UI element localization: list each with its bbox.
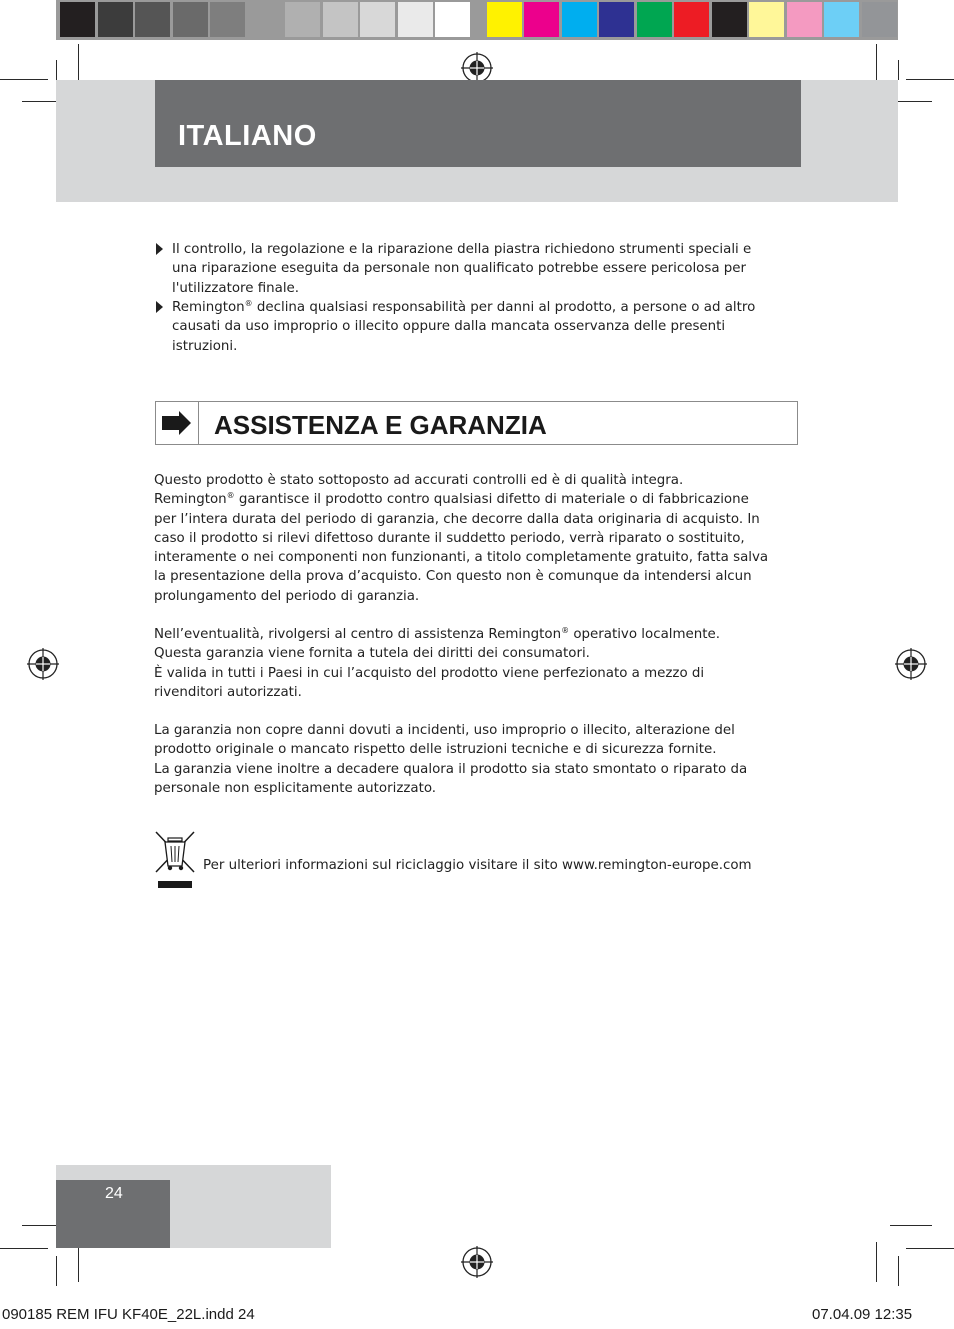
color-swatch — [210, 2, 245, 37]
bullet-triangle-icon — [156, 243, 163, 255]
list-item: Il controllo, la regolazione e la riparazione della piastra richiedono strumenti speciali e una riparazione eseguita da personale non qualificato potrebbe essere pericolosa per l'utilizzatore finale. — [172, 242, 752, 296]
color-swatch — [248, 2, 283, 37]
color-swatch — [285, 2, 320, 37]
page-number: 24 — [105, 1185, 123, 1202]
color-swatch — [173, 2, 208, 37]
paragraph-service: Nell’eventualità, rivolgersi al centro di assistenza Remington® operativo localmente. Questa garanzia viene fornita a tutela dei diritti dei consumatori. È valida in tutti i Paesi in cui l’acquisto del prodotto viene perfezionato a mezzo di rivenditori autorizzati. — [154, 626, 721, 700]
arrow-right-icon — [155, 401, 199, 445]
registration-mark-bottom-icon — [461, 1246, 493, 1278]
section-icon-box — [155, 401, 199, 445]
date-time-slug: 07.04.09 12:35 — [812, 1306, 913, 1323]
paragraph-exclusions: La garanzia non copre danni dovuti a incidenti, uso improprio o illecito, alterazione del prodotto originale o mancato rispetto delle istruzioni tecniche e di sicurezza fornite. La garanzia viene inoltre a decadere qualora il prodotto sia stato smontato o riparato da personale non esplicitamente autorizzato. — [154, 723, 748, 796]
page-title: ITALIANO — [178, 120, 317, 152]
file-slug: 090185 REM IFU KF40E_22L.indd 24 — [2, 1306, 255, 1323]
color-swatch — [749, 2, 784, 37]
color-swatch — [637, 2, 672, 37]
color-swatch — [487, 2, 522, 37]
color-calibration-bar — [56, 0, 898, 40]
color-swatch — [323, 2, 358, 37]
registration-mark-left-icon — [27, 648, 59, 680]
weee-bin-icon — [154, 830, 196, 890]
paragraph-warranty: Questo prodotto è stato sottoposto ad accurati controlli ed è di qualità integra. Remington® garantisce il prodotto contro qualsiasi difetto di materiale o di fabbricazione per l’intera durata del periodo di garanzia, che decorre dalla data originaria di acquisto. In caso il prodotto si rilevi difettoso durante il suddetto periodo, verrà riparato o sostituito, interamente o nei componenti non funzionanti, a titolo completamente gratuito, fatta salva la presentazione della prova d’acquisto. Con questo non è comunque da intendersi alcun prolungamento del periodo di garanzia. — [154, 473, 769, 604]
color-swatch — [60, 2, 95, 37]
color-swatch — [360, 2, 395, 37]
color-swatch — [398, 2, 433, 37]
color-swatch — [98, 2, 133, 37]
color-swatch — [787, 2, 822, 37]
color-swatch — [524, 2, 559, 37]
color-swatch — [824, 2, 859, 37]
recycling-info: Per ulteriori informazioni sul riciclaggio visitare il sito www.remington-europe.com — [203, 858, 752, 873]
registration-mark-right-icon — [895, 648, 927, 680]
color-swatch — [599, 2, 634, 37]
list-item: Remington® declina qualsiasi responsabilità per danni al prodotto, a persone o ad altro causati da uso improprio o illecito oppure dalla mancata osservanza delle presenti istruzioni. — [172, 299, 756, 354]
bullet-triangle-icon — [156, 301, 163, 313]
color-swatch — [674, 2, 709, 37]
color-swatch — [712, 2, 747, 37]
color-swatch — [862, 2, 897, 37]
color-swatch — [135, 2, 170, 37]
color-swatch — [562, 2, 597, 37]
color-swatch — [435, 2, 470, 37]
section-title: ASSISTENZA E GARANZIA — [214, 410, 547, 440]
